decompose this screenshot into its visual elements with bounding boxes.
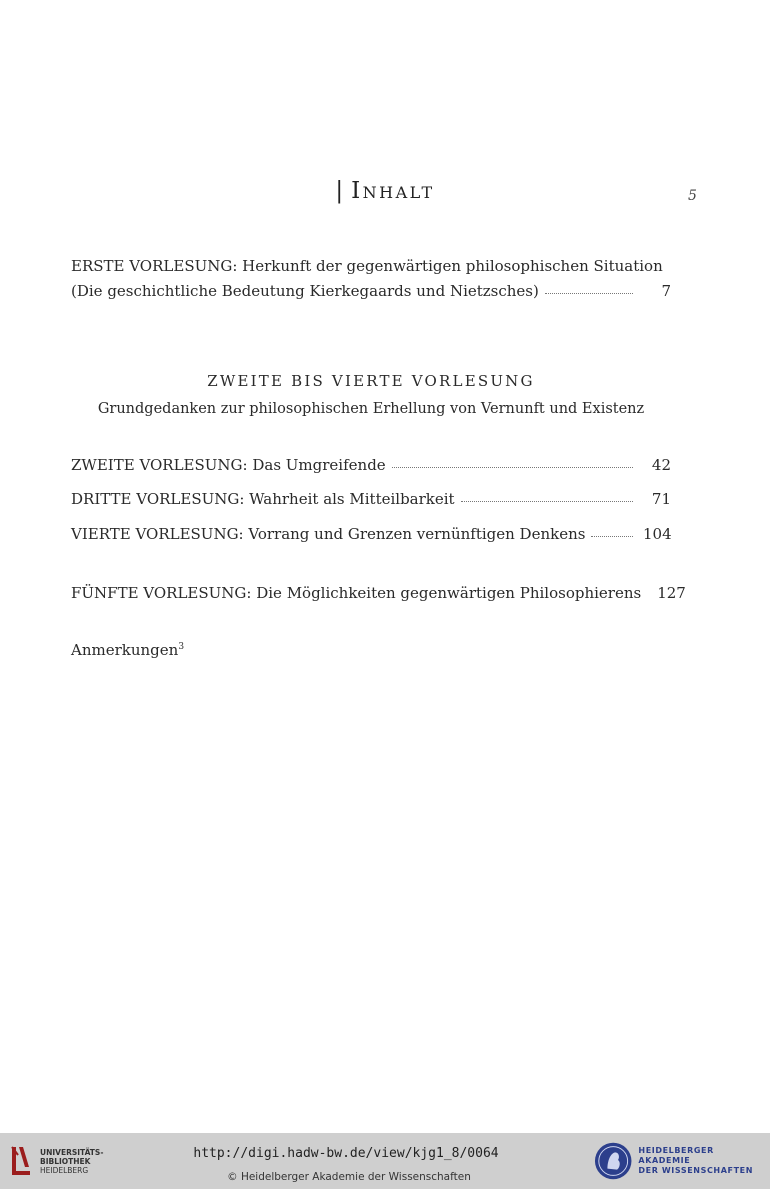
- academy-logo-text: HEIDELBERGER AKADEMIE DER WISSENSCHAFTEN: [638, 1146, 753, 1175]
- toc-entry-text: VIERTE VORLESUNG: Vorrang und Grenzen vernünftigen Denkens: [71, 525, 586, 543]
- toc-entry-page: 71: [651, 490, 671, 508]
- page-title-text: Inhalt: [351, 178, 435, 204]
- toc-entry-2[interactable]: [71, 455, 671, 475]
- toc-leader-dots: [591, 536, 633, 537]
- toc-entry-1-text: ERSTE VORLESUNG: Herkunft der gegenwärtigen philosophischen Situation: [71, 257, 663, 275]
- notes-label: Anmerkungen: [71, 641, 179, 659]
- toc-entry-1-line1: [71, 256, 671, 276]
- toc-entry-text: ZWEITE VORLESUNG: Das Umgreifende: [71, 456, 386, 474]
- section-subtitle: Grundgedanken zur philosophischen Erhellung von Vernunft und Existenz: [97, 401, 645, 417]
- toc-entry-1-subtitle: (Die geschichtliche Bedeutung Kierkegaards und Nietzsches): [71, 282, 539, 300]
- library-logo-text: UNIVERSITÄTS- BIBLIOTHEK HEIDELBERG: [40, 1147, 104, 1175]
- toc-entry-text: DRITTE VORLESUNG: Wahrheit als Mitteilbarkeit: [71, 490, 455, 508]
- page-number: 5: [688, 188, 697, 204]
- toc-leader-dots: [545, 293, 633, 294]
- toc-entry-1-page: 7: [661, 282, 671, 300]
- toc-entry-page: 42: [651, 456, 671, 474]
- footer-bar: [0, 1133, 770, 1189]
- toc-entry-page: 127: [657, 584, 686, 602]
- toc-entry-page: 104: [643, 525, 672, 543]
- toc-entry-4[interactable]: [71, 524, 671, 544]
- academy-seal-icon: [594, 1141, 632, 1181]
- toc-entry-3[interactable]: [71, 489, 671, 509]
- notes-entry[interactable]: [71, 641, 184, 659]
- section-title: ZWEITE BIS VIERTE VORLESUNG: [207, 372, 535, 390]
- toc-entry-1-line2[interactable]: [71, 281, 671, 301]
- copyright-text: © Heidelberger Akademie der Wissenschaften: [227, 1171, 471, 1183]
- notes-footnote-marker: 3: [178, 642, 185, 652]
- title-bar-divider: |: [335, 178, 346, 204]
- academy-logo[interactable]: [594, 1141, 764, 1181]
- toc-entry-5[interactable]: [71, 583, 686, 603]
- toc-leader-dots: [392, 467, 633, 468]
- toc-entry-text: FÜNFTE VORLESUNG: Die Möglichkeiten gegenwärtigen Philosophierens: [71, 584, 642, 602]
- page-title: [0, 178, 770, 204]
- source-url-link[interactable]: http://digi.hadw-bw.de/view/kjg1_8/0064: [193, 1146, 499, 1161]
- toc-leader-dots: [461, 501, 633, 502]
